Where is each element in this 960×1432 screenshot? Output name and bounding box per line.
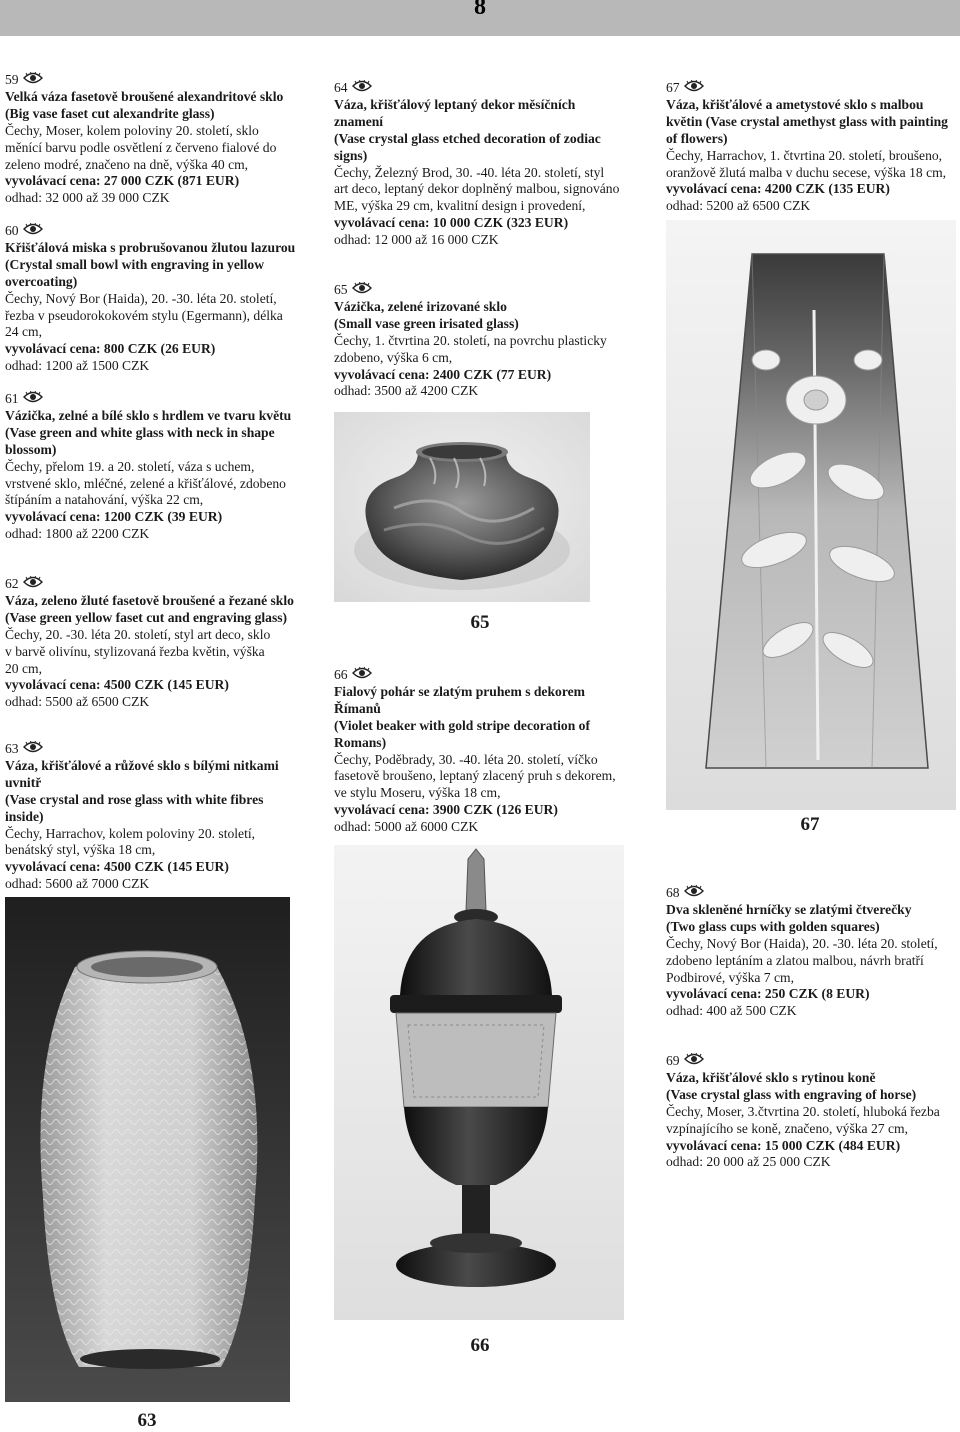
- lot-title-line: Vázička, zelné a bílé sklo s hrdlem ve tvaru květu: [5, 407, 292, 423]
- lot-desc-line: vrstvené sklo, mléčné, zelené a křišťálové, zdobeno: [5, 475, 286, 491]
- eye-icon: [23, 223, 43, 240]
- lot-number-text: 69: [666, 1053, 680, 1068]
- lot-number-text: 64: [334, 80, 348, 95]
- page-number: 8: [474, 0, 486, 20]
- lot-starting-price: vyvolávací cena: 250 CZK (8 EUR): [666, 986, 870, 1002]
- lot-title-line: Váza, křišťálové sklo s rytinou koně: [666, 1069, 876, 1085]
- lot-starting-price: vyvolávací cena: 3900 CZK (126 EUR): [334, 802, 558, 818]
- eye-icon: [684, 885, 704, 902]
- lot-title-line: Římanů: [334, 700, 381, 716]
- lot-estimate: odhad: 5500 až 6500 CZK: [5, 694, 150, 710]
- lot-desc-line: 20 cm,: [5, 660, 42, 676]
- caption-63: 63: [137, 1410, 157, 1431]
- lot-starting-price: vyvolávací cena: 15 000 CZK (484 EUR): [666, 1137, 901, 1153]
- lot-number-text: 67: [666, 80, 680, 95]
- lot-number: [666, 885, 938, 902]
- lot-number-text: 60: [5, 223, 19, 238]
- lot-68: [666, 885, 938, 1020]
- eye-icon: [23, 391, 43, 408]
- lot-number: [666, 1053, 940, 1070]
- lot-starting-price: vyvolávací cena: 4500 CZK (145 EUR): [5, 677, 229, 693]
- lot-title-line: Velká váza fasetově broušené alexandritové sklo: [5, 88, 284, 104]
- lot-number-text: 59: [5, 72, 19, 87]
- lot-61: [5, 391, 291, 543]
- photo-lot-67: [666, 220, 956, 810]
- lot-number-text: 66: [334, 667, 348, 682]
- lot-title-line: květin (Vase crystal amethyst glass with painting: [666, 113, 948, 129]
- eye-icon: [23, 72, 43, 89]
- lot-title-line: (Vase green yellow faset cut and engraving glass): [5, 609, 288, 625]
- lot-title-line: (Small vase green irisated glass): [334, 315, 519, 331]
- lot-number: [5, 576, 294, 593]
- lot-title-line: Dva skleněné hrníčky se zlatými čtverečky: [666, 901, 912, 917]
- lot-59: [5, 72, 283, 207]
- eye-icon: [352, 282, 372, 299]
- lot-desc-line: Čechy, 1. čtvrtina 20. století, na povrchu plasticky: [334, 332, 607, 348]
- lot-desc-line: zdobeno leptáním a zlatou malbou, návrh bratří: [666, 952, 924, 968]
- lot-desc-line: řezba v pseudorokokovém stylu (Egermann), délka: [5, 307, 283, 323]
- lot-estimate: odhad: 20 000 až 25 000 CZK: [666, 1154, 831, 1170]
- caption-65: 65: [470, 612, 490, 633]
- lot-starting-price: vyvolávací cena: 800 CZK (26 EUR): [5, 341, 216, 357]
- lot-title-line: blossom): [5, 441, 57, 457]
- lot-number: [5, 741, 279, 758]
- lot-desc-line: měnící barvu podle osvětlení z červeno fialové do: [5, 139, 277, 155]
- lot-desc-line: oranžově žlutá malba v duchu secese, výška 18 cm,: [666, 164, 947, 180]
- lot-title-line: uvnitř: [5, 774, 42, 790]
- lot-desc-line: Čechy, 20. -30. léta 20. století, styl art deco, sklo: [5, 626, 271, 642]
- lot-desc-line: Podbirové, výška 7 cm,: [666, 969, 794, 985]
- lot-estimate: odhad: 5600 až 7000 CZK: [5, 876, 150, 892]
- lot-desc-line: Čechy, Moser, 3.čtvrtina 20. století, hluboká řezba: [666, 1103, 940, 1119]
- lot-title-line: (Vase green and white glass with neck in shape: [5, 424, 275, 440]
- lot-title-line: Váza, zeleno žluté fasetově broušené a řezané sklo: [5, 592, 294, 608]
- eye-icon: [352, 667, 372, 684]
- lot-title-line: znamení: [334, 113, 384, 129]
- lot-67: [666, 80, 948, 215]
- lot-estimate: odhad: 400 až 500 CZK: [666, 1003, 797, 1019]
- lot-starting-price: vyvolávací cena: 10 000 CZK (323 EUR): [334, 215, 569, 231]
- lot-title-line: Váza, křišťálové a ametystové sklo s malbou: [666, 96, 924, 112]
- lot-title-line: overcoating): [5, 273, 78, 289]
- lot-desc-line: Čechy, Harrachov, kolem poloviny 20. století,: [5, 825, 256, 841]
- lot-desc-line: ve stylu Moseru, výška 18 cm,: [334, 785, 501, 801]
- lot-64: [334, 80, 619, 249]
- lot-desc-line: Čechy, přelom 19. a 20. století, váza s uchem,: [5, 458, 255, 474]
- eye-icon: [23, 741, 43, 758]
- lot-desc-line: Čechy, Poděbrady, 30. -40. léta 20. století, víčko: [334, 751, 598, 767]
- lot-desc-line: zeleno modré, značeno na dně, výška 40 cm,: [5, 156, 249, 172]
- photo-lot-65: [334, 412, 590, 602]
- lot-63: [5, 741, 279, 893]
- lot-title-line: (Violet beaker with gold stripe decoration of: [334, 717, 590, 733]
- lot-title-line: (Vase crystal glass with engraving of horse): [666, 1086, 917, 1102]
- lot-number: [334, 80, 619, 97]
- lot-estimate: odhad: 5000 až 6000 CZK: [334, 819, 479, 835]
- lot-desc-line: Čechy, Nový Bor (Haida), 20. -30. léta 20. století,: [666, 935, 938, 951]
- lot-number-text: 61: [5, 391, 19, 406]
- lot-65: [334, 282, 607, 400]
- photo-lot-66: [334, 845, 624, 1320]
- lot-60: [5, 223, 295, 375]
- lot-title-line: of flowers): [666, 130, 728, 146]
- lot-number: [666, 80, 948, 97]
- lot-66: [334, 667, 616, 836]
- lot-number-text: 62: [5, 576, 19, 591]
- lot-estimate: odhad: 1800 až 2200 CZK: [5, 526, 150, 542]
- lot-title-line: Romans): [334, 734, 387, 750]
- caption-66: 66: [470, 1335, 490, 1356]
- lot-title-line: Vázička, zelené irizované sklo: [334, 298, 507, 314]
- lot-desc-line: zdobeno, výška 6 cm,: [334, 349, 453, 365]
- lot-number: [5, 72, 283, 89]
- lot-desc-line: Čechy, Harrachov, 1. čtvrtina 20. století, broušeno,: [666, 147, 943, 163]
- eye-icon: [352, 80, 372, 97]
- lot-desc-line: fasetově broušeno, leptaný zlacený pruh s dekorem,: [334, 768, 616, 784]
- lot-number: [334, 282, 607, 299]
- lot-title-line: (Vase crystal glass etched decoration of zodiac: [334, 130, 601, 146]
- lot-title-line: Křišťálová miska s probrušovanou žlutou lazurou: [5, 239, 296, 255]
- lot-desc-line: ME, výška 29 cm, kvalitní design i provedení,: [334, 198, 586, 214]
- lot-estimate: odhad: 12 000 až 16 000 CZK: [334, 232, 499, 248]
- lot-69: [666, 1053, 940, 1171]
- lot-title-line: Váza, křišťálový leptaný dekor měsíčních: [334, 96, 576, 112]
- lot-desc-line: v barvě olivínu, stylizovaná řezba květin, výška: [5, 643, 265, 659]
- lot-number-text: 65: [334, 282, 348, 297]
- lot-desc-line: Čechy, Železný Brod, 30. -40. léta 20. století, styl: [334, 164, 605, 180]
- lot-desc-line: art deco, leptaný dekor doplněný malbou, signováno: [334, 181, 620, 197]
- eye-icon: [23, 576, 43, 593]
- caption-67: 67: [800, 814, 820, 835]
- lot-number: [5, 223, 295, 240]
- lot-starting-price: vyvolávací cena: 4200 CZK (135 EUR): [666, 181, 890, 197]
- lot-desc-line: benátský styl, výška 18 cm,: [5, 842, 156, 858]
- lot-estimate: odhad: 1200 až 1500 CZK: [5, 358, 150, 374]
- lot-estimate: odhad: 32 000 až 39 000 CZK: [5, 190, 170, 206]
- lot-title-line: (Two glass cups with golden squares): [666, 918, 880, 934]
- lot-title-line: Fialový pohár se zlatým pruhem s dekorem: [334, 683, 585, 699]
- lot-title-line: (Vase crystal and rose glass with white fibres: [5, 791, 264, 807]
- lot-desc-line: vzpínajícího se koně, značeno, výška 27 cm,: [666, 1120, 908, 1136]
- eye-icon: [684, 1053, 704, 1070]
- lot-estimate: odhad: 5200 až 6500 CZK: [666, 198, 811, 214]
- lot-title-line: Váza, křišťálové a růžové sklo s bílými nitkami: [5, 757, 279, 773]
- lot-starting-price: vyvolávací cena: 2400 CZK (77 EUR): [334, 366, 552, 382]
- lot-starting-price: vyvolávací cena: 1200 CZK (39 EUR): [5, 509, 223, 525]
- lot-title-line: signs): [334, 147, 368, 163]
- eye-icon: [684, 80, 704, 97]
- lot-62: [5, 576, 294, 711]
- lot-starting-price: vyvolávací cena: 4500 CZK (145 EUR): [5, 859, 229, 875]
- lot-title-line: inside): [5, 808, 44, 824]
- lot-desc-line: štípáním a natahování, výška 22 cm,: [5, 492, 204, 508]
- lot-estimate: odhad: 3500 až 4200 CZK: [334, 383, 479, 399]
- photo-lot-63: [5, 897, 290, 1402]
- lot-title-line: (Crystal small bowl with engraving in yellow: [5, 256, 265, 272]
- lot-desc-line: Čechy, Moser, kolem poloviny 20. století, sklo: [5, 122, 259, 138]
- lot-title-line: (Big vase faset cut alexandrite glass): [5, 105, 215, 121]
- lot-number-text: 63: [5, 741, 19, 756]
- lot-number: [334, 667, 616, 684]
- lot-number-text: 68: [666, 885, 680, 900]
- lot-desc-line: 24 cm,: [5, 324, 42, 340]
- lot-desc-line: Čechy, Nový Bor (Haida), 20. -30. léta 20. století,: [5, 290, 277, 306]
- lot-starting-price: vyvolávací cena: 27 000 CZK (871 EUR): [5, 173, 240, 189]
- lot-number: [5, 391, 291, 408]
